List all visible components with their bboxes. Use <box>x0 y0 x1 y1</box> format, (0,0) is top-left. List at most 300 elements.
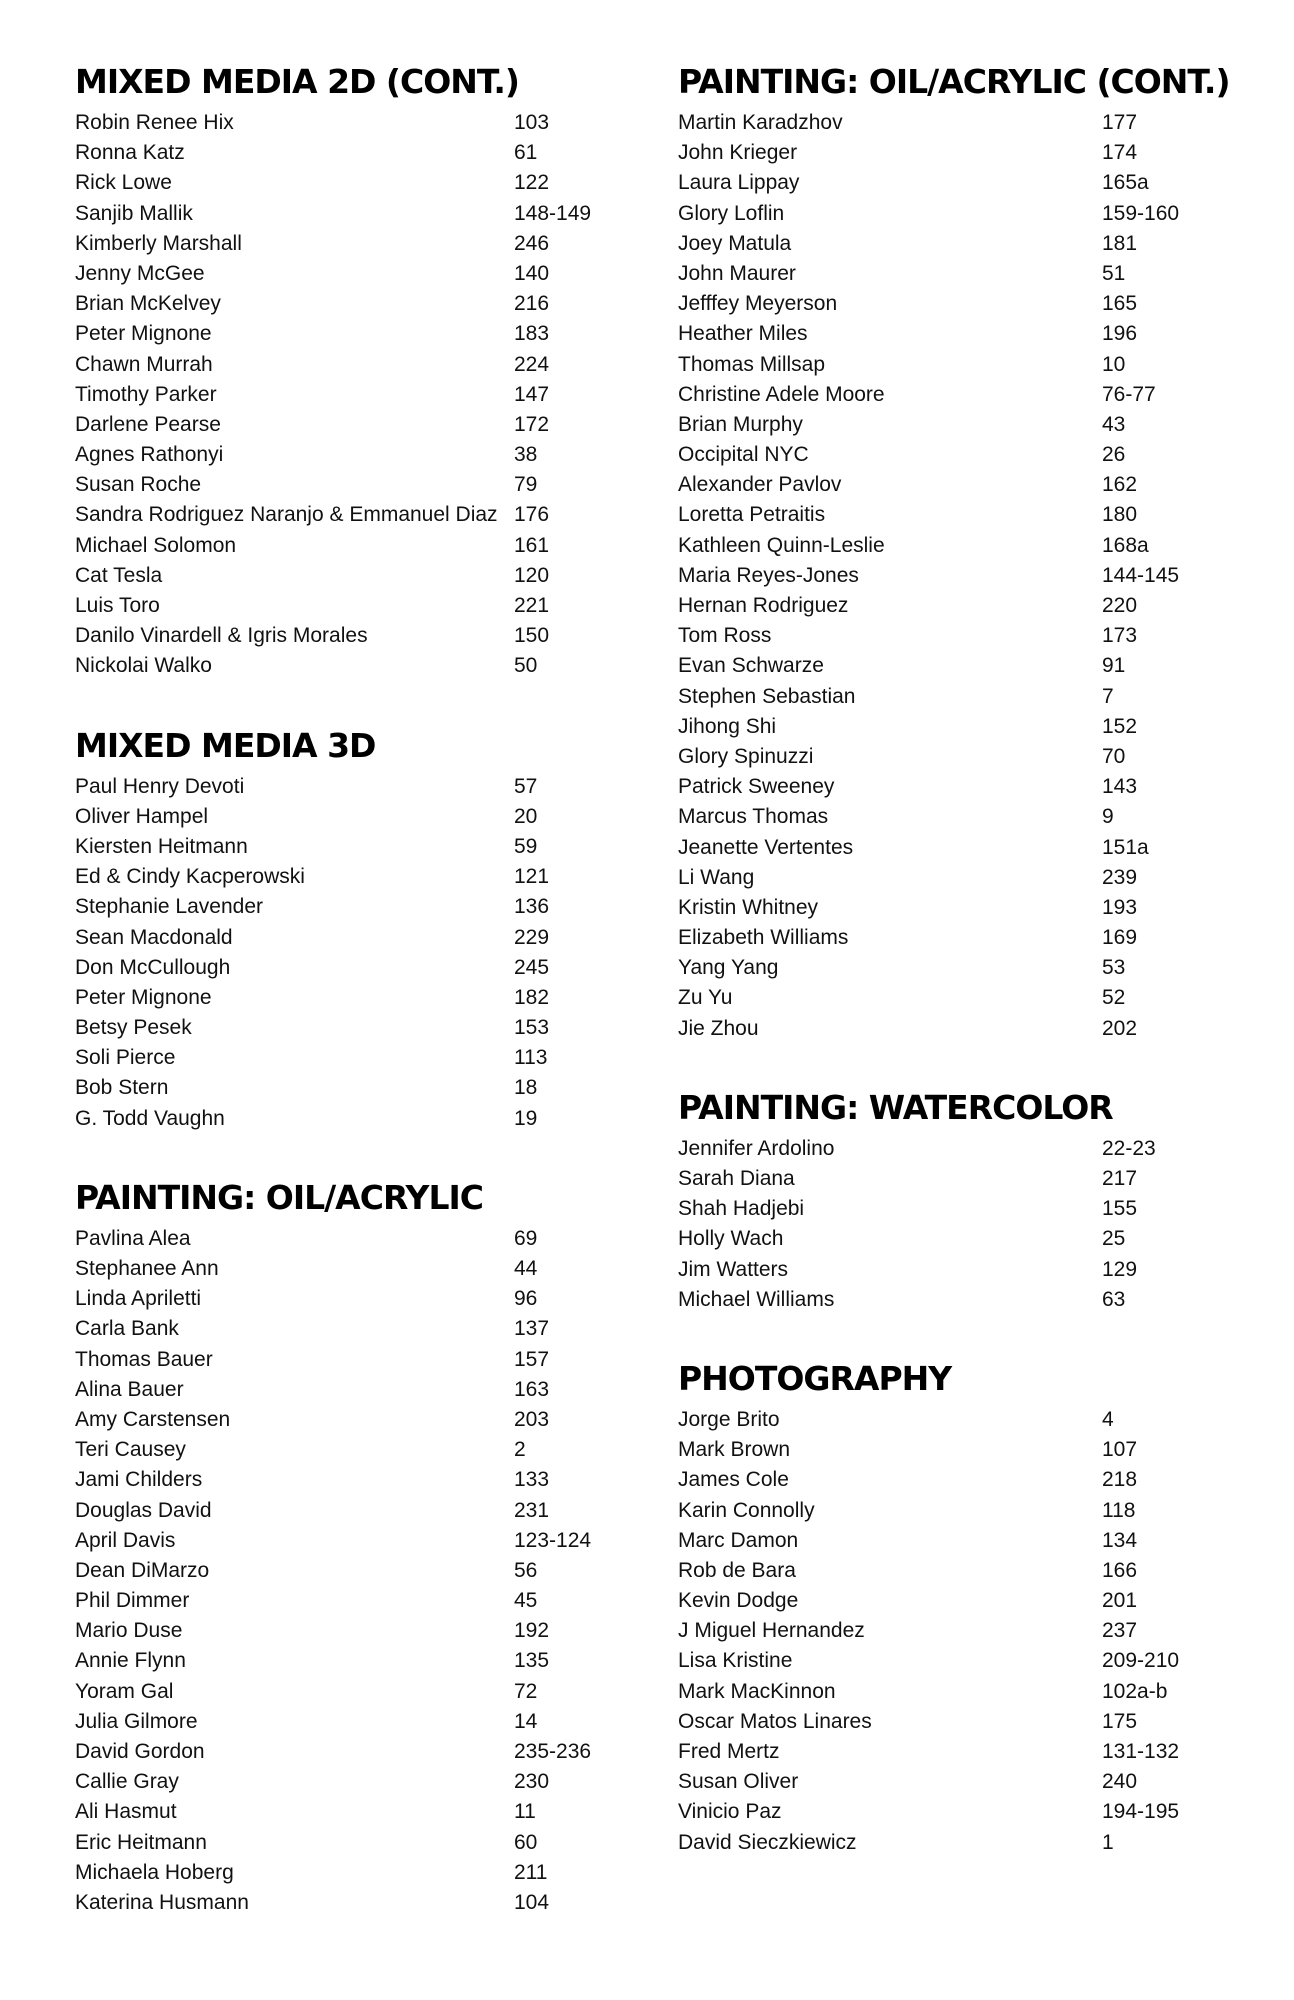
artist-entry <box>75 259 635 289</box>
artist-entry <box>75 168 635 198</box>
section-title: PAINTING: OIL/ACRYLIC (CONT.) <box>678 62 1230 101</box>
artist-entry <box>678 1677 1278 1707</box>
artist-entry <box>678 1255 1278 1285</box>
artist-entry <box>678 591 1278 621</box>
artist-name: Sanjib Mallik <box>75 201 193 225</box>
artist-entry <box>678 1586 1278 1616</box>
artist-entry <box>678 500 1278 530</box>
artist-name: Thomas Millsap <box>678 352 826 376</box>
booth-number: 70 <box>1102 744 1126 768</box>
artist-name: Teri Causey <box>75 1438 186 1462</box>
artist-name: Vinicio Paz <box>678 1800 782 1824</box>
booth-number: 151a <box>1102 835 1149 859</box>
booth-number: 69 <box>514 1226 538 1250</box>
artist-entry <box>75 1707 635 1737</box>
artist-name: John Maurer <box>678 261 796 285</box>
right-column <box>678 56 1278 1896</box>
artist-name: Timothy Parker <box>75 382 217 406</box>
artist-entry <box>75 892 635 922</box>
artist-entry <box>75 621 635 651</box>
artist-name: Jenny McGee <box>75 261 205 285</box>
artist-name: Katerina Husmann <box>75 1890 249 1914</box>
booth-number: 56 <box>514 1558 538 1582</box>
booth-number: 172 <box>514 412 550 436</box>
artist-entry <box>678 561 1278 591</box>
section-painting-oil-acrylic <box>75 1172 635 1918</box>
booth-number: 22-23 <box>1102 1136 1156 1160</box>
booth-number: 174 <box>1102 141 1138 165</box>
booth-number: 150 <box>514 624 550 648</box>
artist-name: Mark Brown <box>678 1438 791 1462</box>
artist-name: Soli Pierce <box>75 1046 176 1070</box>
artist-name: Julia Gilmore <box>75 1709 198 1733</box>
artist-name: Kimberly Marshall <box>75 231 242 255</box>
artist-name: Agnes Rathonyi <box>75 443 224 467</box>
booth-number: 183 <box>514 322 550 346</box>
booth-number: 147 <box>514 382 550 406</box>
artist-entry <box>75 289 635 319</box>
artist-entry <box>678 983 1278 1013</box>
booth-number: 202 <box>1102 1016 1138 1040</box>
artist-name: Michaela Hoberg <box>75 1860 234 1884</box>
artist-entry <box>678 621 1278 651</box>
booth-number: 120 <box>514 563 550 587</box>
booth-number: 166 <box>1102 1558 1138 1582</box>
artist-name: Elizabeth Williams <box>678 926 849 950</box>
artist-entry <box>678 1707 1278 1737</box>
artist-name: Cat Tesla <box>75 563 163 587</box>
artist-entry <box>678 1737 1278 1767</box>
artist-entry <box>678 1556 1278 1586</box>
artist-entry <box>75 862 635 892</box>
booth-number: 9 <box>1102 805 1114 829</box>
artist-entry <box>678 138 1278 168</box>
artist-entry <box>75 138 635 168</box>
artist-name: Fred Mertz <box>678 1740 780 1763</box>
artist-name: Kristin Whitney <box>678 895 819 919</box>
artist-entry <box>678 350 1278 380</box>
booth-number: 20 <box>514 804 538 828</box>
artist-entry <box>75 953 635 983</box>
artist-name: Heather Miles <box>678 322 808 346</box>
section-photography <box>678 1353 1278 1858</box>
booth-number: 196 <box>1102 322 1138 346</box>
booth-number: 57 <box>514 774 538 798</box>
booth-number: 182 <box>514 985 550 1009</box>
artist-entry <box>678 1465 1278 1495</box>
booth-number: 217 <box>1102 1167 1138 1190</box>
booth-number: 220 <box>1102 594 1138 617</box>
artist-entry <box>678 199 1278 229</box>
artist-entry <box>75 380 635 410</box>
artist-entry <box>678 1646 1278 1676</box>
booth-number: 61 <box>514 141 538 165</box>
artist-entry <box>75 1496 635 1526</box>
booth-number: 162 <box>1102 473 1138 497</box>
artist-entry <box>75 1043 635 1073</box>
booth-number: 121 <box>514 865 550 889</box>
artist-name: Patrick Sweeney <box>678 775 835 799</box>
artist-name: J Miguel Hernandez <box>678 1619 865 1643</box>
section-title: PAINTING: WATERCOLOR <box>678 1087 1113 1127</box>
section-title: PHOTOGRAPHY <box>678 1358 952 1398</box>
artist-name: David Sieczkiewicz <box>678 1830 857 1854</box>
artist-entry <box>75 1224 635 1254</box>
booth-number: 76-77 <box>1102 382 1156 406</box>
artist-entry <box>75 1073 635 1103</box>
artist-name: April Davis <box>75 1528 176 1552</box>
booth-number: 104 <box>514 1890 550 1914</box>
artist-name: Eric Heitmann <box>75 1830 207 1854</box>
artist-entry <box>75 1616 635 1646</box>
artist-entry <box>678 168 1278 198</box>
booth-number: 224 <box>514 352 550 376</box>
artist-entry <box>678 1496 1278 1526</box>
booth-number: 168a <box>1102 533 1149 557</box>
booth-number: 245 <box>514 955 550 979</box>
booth-number: 237 <box>1102 1619 1138 1643</box>
artist-name: Betsy Pesek <box>75 1016 192 1040</box>
artist-name: Karin Connolly <box>678 1498 815 1522</box>
artist-name: Jeanette Vertentes <box>678 835 854 859</box>
artist-name: Sean Macdonald <box>75 925 233 949</box>
artist-entry <box>75 651 635 681</box>
artist-name: Maria Reyes-Jones <box>678 563 859 587</box>
artist-entry <box>678 229 1278 259</box>
artist-name: Ronna Katz <box>75 141 185 165</box>
artist-entry <box>678 953 1278 983</box>
artist-name: Mark MacKinnon <box>678 1679 836 1703</box>
artist-name: Brian Murphy <box>678 412 803 436</box>
artist-entry <box>75 319 635 349</box>
artist-name: Callie Gray <box>75 1770 179 1794</box>
booth-number: 153 <box>514 1016 550 1040</box>
artist-entry <box>678 440 1278 470</box>
artist-name: Stephanee Ann <box>75 1257 219 1280</box>
booth-number: 240 <box>1102 1770 1138 1794</box>
booth-number: 161 <box>514 533 550 557</box>
artist-entry <box>75 1526 635 1556</box>
booth-number: 218 <box>1102 1468 1138 1492</box>
booth-number: 143 <box>1102 775 1138 799</box>
artist-entry <box>678 1616 1278 1646</box>
artist-entry <box>75 1013 635 1043</box>
artist-entry <box>678 682 1278 712</box>
section-title: MIXED MEDIA 3D <box>75 725 376 765</box>
artist-name: Shah Hadjebi <box>678 1197 805 1221</box>
booth-number: 18 <box>514 1076 538 1100</box>
booth-number: 144-145 <box>1102 563 1180 587</box>
artist-name: Alexander Pavlov <box>678 473 842 497</box>
artist-entry <box>75 1677 635 1707</box>
artist-entry <box>678 1767 1278 1797</box>
artist-name: Evan Schwarze <box>678 654 824 678</box>
artist-entry <box>678 1224 1278 1254</box>
artist-name: Glory Spinuzzi <box>678 744 814 768</box>
artist-name: Stephanie Lavender <box>75 895 263 919</box>
booth-number: 10 <box>1102 352 1126 376</box>
artist-name: Kathleen Quinn-Leslie <box>678 533 885 557</box>
artist-entry <box>75 410 635 440</box>
artist-entry <box>75 1284 635 1314</box>
artist-entry <box>75 1254 635 1284</box>
booth-number: 175 <box>1102 1709 1138 1733</box>
booth-number: 53 <box>1102 956 1126 980</box>
artist-name: Mario Duse <box>75 1619 183 1643</box>
section-mixed-media-2d-cont <box>75 56 635 682</box>
booth-number: 165a <box>1102 171 1149 195</box>
artist-entry <box>75 1465 635 1495</box>
artist-name: Michael Williams <box>678 1287 835 1311</box>
artist-entry <box>678 531 1278 561</box>
artist-entry <box>75 199 635 229</box>
artist-name: Jim Watters <box>678 1257 789 1281</box>
section-painting-watercolor <box>678 1082 1278 1315</box>
artist-name: Don McCullough <box>75 955 231 979</box>
artist-name: Glory Loflin <box>678 201 785 225</box>
artist-entry <box>75 591 635 621</box>
booth-number: 4 <box>1102 1407 1114 1431</box>
artist-name: Laura Lippay <box>678 171 800 195</box>
booth-number: 102a-b <box>1102 1679 1168 1703</box>
booth-number: 118 <box>1102 1498 1136 1522</box>
booth-number: 209-210 <box>1102 1649 1180 1673</box>
booth-number: 135 <box>514 1649 550 1673</box>
artist-name: Marcus Thomas <box>678 805 829 829</box>
booth-number: 123-124 <box>514 1528 592 1552</box>
artist-entry <box>678 319 1278 349</box>
booth-number: 229 <box>514 925 550 949</box>
booth-number: 14 <box>514 1709 538 1733</box>
artist-name: Holly Wach <box>678 1227 784 1251</box>
artist-name: Nickolai Walko <box>75 654 212 678</box>
artist-entry <box>678 923 1278 953</box>
booth-number: 1 <box>1102 1830 1114 1854</box>
artist-name: Brian McKelvey <box>75 292 221 316</box>
booth-number: 155 <box>1102 1197 1138 1221</box>
artist-entry <box>75 1314 635 1344</box>
artist-entry <box>75 772 635 802</box>
artist-entry <box>678 380 1278 410</box>
booth-number: 72 <box>514 1679 538 1703</box>
artist-name: Sandra Rodriguez Naranjo & Emmanuel Diaz <box>75 503 498 527</box>
artist-name: Robin Renee Hix <box>75 111 234 134</box>
booth-number: 63 <box>1102 1287 1126 1311</box>
artist-entry <box>678 863 1278 893</box>
booth-number: 152 <box>1102 714 1138 738</box>
artist-entry <box>678 1526 1278 1556</box>
artist-name: Stephen Sebastian <box>678 684 856 708</box>
booth-number: 239 <box>1102 865 1138 889</box>
artist-name: Rob de Bara <box>678 1558 796 1582</box>
artist-entry <box>678 470 1278 500</box>
booth-number: 137 <box>514 1317 550 1341</box>
booth-number: 122 <box>514 171 550 195</box>
artist-entry <box>75 1858 635 1888</box>
artist-name: Darlene Pearse <box>75 412 221 436</box>
booth-number: 163 <box>514 1377 550 1401</box>
artist-entry <box>678 289 1278 319</box>
artist-entry <box>75 350 635 380</box>
artist-entry <box>75 802 635 832</box>
artist-name: Ali Hasmut <box>75 1800 177 1824</box>
artist-entry <box>75 440 635 470</box>
artist-name: John Krieger <box>678 141 798 165</box>
artist-entry <box>678 651 1278 681</box>
artist-entry <box>678 1285 1278 1315</box>
booth-number: 140 <box>514 261 550 285</box>
artist-name: G. Todd Vaughn <box>75 1106 225 1130</box>
artist-entry <box>75 1737 635 1767</box>
artist-entry <box>75 470 635 500</box>
artist-entry <box>678 802 1278 832</box>
artist-name: Danilo Vinardell & Igris Morales <box>75 624 368 648</box>
artist-entry <box>75 500 635 530</box>
artist-entry <box>75 1405 635 1435</box>
booth-number: 50 <box>514 654 538 678</box>
artist-name: Paul Henry Devoti <box>75 774 245 798</box>
booth-number: 201 <box>1102 1589 1138 1613</box>
artist-name: Zu Yu <box>678 986 733 1010</box>
artist-entry <box>75 1375 635 1405</box>
booth-number: 26 <box>1102 443 1126 467</box>
booth-number: 113 <box>514 1046 548 1070</box>
booth-number: 52 <box>1102 986 1126 1010</box>
artist-name: Hernan Rodriguez <box>678 594 849 617</box>
booth-number: 103 <box>514 111 550 134</box>
artist-name: Carla Bank <box>75 1317 179 1341</box>
artist-name: Sarah Diana <box>678 1167 795 1190</box>
artist-entry <box>75 531 635 561</box>
booth-number: 159-160 <box>1102 201 1180 225</box>
artist-name: Tom Ross <box>678 624 772 648</box>
booth-number: 19 <box>514 1106 538 1130</box>
artist-name: Linda Apriletti <box>75 1287 202 1311</box>
artist-entry <box>75 1888 635 1918</box>
booth-number: 177 <box>1102 111 1138 134</box>
booth-number: 165 <box>1102 292 1138 316</box>
booth-number: 176 <box>514 503 550 527</box>
artist-entry <box>75 229 635 259</box>
artist-entry <box>678 742 1278 772</box>
booth-number: 129 <box>1102 1257 1138 1281</box>
artist-entry <box>678 833 1278 863</box>
artist-name: Alina Bauer <box>75 1377 184 1401</box>
artist-name: Marc Damon <box>678 1528 799 1552</box>
artist-entry <box>75 1767 635 1797</box>
artist-name: Douglas David <box>75 1498 212 1522</box>
artist-entry <box>75 1828 635 1858</box>
booth-number: 181 <box>1102 231 1138 255</box>
booth-number: 131-132 <box>1102 1740 1180 1763</box>
artist-name: Annie Flynn <box>75 1649 186 1673</box>
booth-number: 136 <box>514 895 550 919</box>
booth-number: 91 <box>1102 654 1126 678</box>
artist-entry <box>75 1435 635 1465</box>
artist-entry <box>678 1405 1278 1435</box>
booth-number: 194-195 <box>1102 1800 1180 1824</box>
booth-number: 192 <box>514 1619 550 1643</box>
booth-number: 246 <box>514 231 550 255</box>
artist-entry <box>678 772 1278 802</box>
artist-name: Ed & Cindy Kacperowski <box>75 865 305 889</box>
booth-number: 231 <box>514 1498 550 1522</box>
artist-entry <box>75 923 635 953</box>
artist-name: Pavlina Alea <box>75 1226 191 1250</box>
artist-name: Jihong Shi <box>678 714 777 738</box>
artist-entry <box>678 1014 1278 1044</box>
artist-name: Jie Zhou <box>678 1016 759 1040</box>
booth-number: 2 <box>514 1438 526 1462</box>
artist-entry <box>75 1797 635 1827</box>
artist-entry <box>678 1828 1278 1858</box>
booth-number: 44 <box>514 1257 538 1280</box>
booth-number: 25 <box>1102 1227 1126 1251</box>
artist-entry <box>678 1797 1278 1827</box>
artist-entry <box>678 1194 1278 1224</box>
artist-name: Jorge Brito <box>678 1407 780 1431</box>
booth-number: 7 <box>1102 684 1114 708</box>
artist-name: Chawn Murrah <box>75 352 213 376</box>
booth-number: 79 <box>514 473 538 497</box>
booth-number: 51 <box>1102 261 1126 285</box>
booth-number: 43 <box>1102 412 1126 436</box>
booth-number: 11 <box>514 1800 536 1824</box>
section-title: PAINTING: OIL/ACRYLIC <box>75 1177 483 1217</box>
artist-entry <box>75 1556 635 1586</box>
section-title: MIXED MEDIA 2D (CONT.) <box>75 62 519 101</box>
booth-number: 193 <box>1102 895 1138 919</box>
booth-number: 216 <box>514 292 550 316</box>
booth-number: 59 <box>514 834 538 858</box>
artist-name: Oscar Matos Linares <box>678 1709 872 1733</box>
artist-entry <box>678 410 1278 440</box>
booth-number: 235-236 <box>514 1740 592 1763</box>
left-column <box>75 56 635 1956</box>
booth-number: 134 <box>1102 1528 1138 1552</box>
artist-entry <box>75 1345 635 1375</box>
booth-number: 133 <box>514 1468 550 1492</box>
artist-entry <box>678 108 1278 138</box>
booth-number: 173 <box>1102 624 1138 648</box>
artist-name: Thomas Bauer <box>75 1347 213 1371</box>
artist-name: Kevin Dodge <box>678 1589 799 1613</box>
artist-entry <box>678 712 1278 742</box>
artist-name: Kiersten Heitmann <box>75 834 248 858</box>
artist-entry <box>75 108 635 138</box>
booth-number: 180 <box>1102 503 1138 527</box>
booth-number: 60 <box>514 1830 538 1854</box>
booth-number: 169 <box>1102 926 1138 950</box>
artist-name: Oliver Hampel <box>75 804 209 828</box>
booth-number: 38 <box>514 443 538 467</box>
artist-entry <box>75 1104 635 1134</box>
booth-number: 157 <box>514 1347 550 1371</box>
booth-number: 230 <box>514 1770 550 1794</box>
artist-name: Jami Childers <box>75 1468 203 1492</box>
artist-entry <box>678 893 1278 923</box>
artist-entry <box>75 1586 635 1616</box>
artist-name: Peter Mignone <box>75 985 212 1009</box>
artist-name: Occipital NYC <box>678 443 809 467</box>
artist-name: Li Wang <box>678 865 755 889</box>
booth-number: 148-149 <box>514 201 592 225</box>
artist-entry <box>678 259 1278 289</box>
booth-number: 96 <box>514 1287 538 1311</box>
artist-name: Rick Lowe <box>75 171 172 195</box>
artist-name: James Cole <box>678 1468 789 1492</box>
artist-name: Susan Roche <box>75 473 202 497</box>
